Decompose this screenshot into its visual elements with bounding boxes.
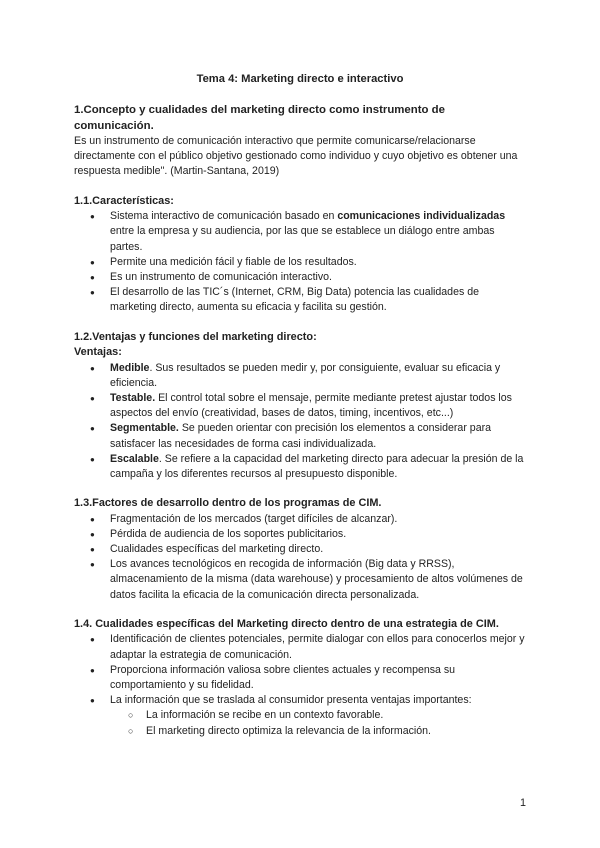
section-1-heading: 1.Concepto y cualidades del marketing directo como instrumento de comunicación. — [74, 104, 445, 132]
section-1-3-heading: 1.3.Factores de desarrollo dentro de los programas de CIM. — [74, 497, 382, 510]
ventajas-subheading: Ventajas: — [74, 346, 122, 359]
list-item: ● Pérdida de audiencia de los soportes publicitarios. — [110, 527, 526, 542]
list-item: ● Es un instrumento de comunicación interactivo. — [110, 270, 526, 285]
list-item: ● La información que se traslada al consumidor presenta ventajas importantes: ○ La información se recibe en un contexto favorable. ○ El marketing directo optimiza la relevancia de la información. — [110, 693, 526, 739]
document-title: Tema 4: Marketing directo e interactivo — [196, 73, 404, 85]
list-item: ● Cualidades específicas del marketing directo. — [110, 542, 526, 557]
list-item: ● Proporciona información valiosa sobre clientes actuales y recompensa su comportamiento y su fidelidad. — [110, 663, 526, 693]
list-item: ● Medible. Sus resultados se pueden medir y, por consiguiente, evaluar su eficacia y eficiencia. — [110, 361, 526, 391]
list-item: ● El desarrollo de las TIC´s (Internet, CRM, Big Data) potencia las cualidades de marketing directo, aumenta su eficacia y facilita su gestión. — [110, 285, 526, 315]
ventajas-list — [74, 361, 526, 483]
list-item: ● Segmentable. Se pueden orientar con precisión los elementos a considerar para satisfacer las necesidades de forma casi individualizada. — [110, 421, 526, 451]
list-item: ● Testable. El control total sobre el mensaje, permite mediante pretest ajustar todos los aspectos del envío (creatividad, bases de datos, timing, incentivos, etc...) — [110, 391, 526, 421]
list-item: ● Sistema interactivo de comunicación basado en comunicaciones individualizadas entre la empresa y su audiencia, por las que se establece un diálogo entre ambas partes. — [110, 209, 526, 255]
section-1-1-heading: 1.1.Características: — [74, 194, 174, 207]
section-1-2-heading: 1.2.Ventajas y funciones del marketing directo: — [74, 330, 317, 343]
page-number: 1 — [519, 797, 526, 809]
list-item: ● Identificación de clientes potenciales, permite dialogar con ellos para conocerlos mejor y adaptar la estrategia de comunicación. — [110, 632, 526, 662]
section-1-4-heading: 1.4. Cualidades específicas del Marketing directo dentro de una estrategia de CIM. — [74, 617, 499, 630]
sub-list-item: ○ La información se recibe en un contexto favorable. — [146, 708, 526, 723]
sub-list-item: ○ El marketing directo optimiza la relevancia de la información. — [146, 724, 526, 739]
document-body — [74, 102, 526, 739]
caracteristicas-list — [74, 209, 526, 315]
ventajas-sublist — [110, 708, 526, 738]
cualidades-list — [74, 632, 526, 738]
list-item: ● Fragmentación de los mercados (target difíciles de alcanzar). — [110, 512, 526, 527]
factores-list — [74, 512, 526, 603]
list-item: ● Permite una medición fácil y fiable de los resultados. — [110, 255, 526, 270]
list-item: ● Los avances tecnológicos en recogida de información (Big data y RRSS), almacenamiento de la misma (data warehouse) y procesamiento de altos volúmenes de datos facilita la eficacia de la comunicación directa personalizada. — [110, 557, 526, 603]
list-item: ● Escalable. Se refiere a la capacidad del marketing directo para adecuar la presión de la campaña y los diferentes recursos al presupuesto disponible. — [110, 452, 526, 482]
section-1-text: Es un instrumento de comunicación interactivo que permite comunicarse/relacionarse directamente con el público objetivo gestionado como individuo y cuyo objetivo es obtener una respuesta medible". (Martin-Santana, 2019) — [74, 135, 518, 178]
